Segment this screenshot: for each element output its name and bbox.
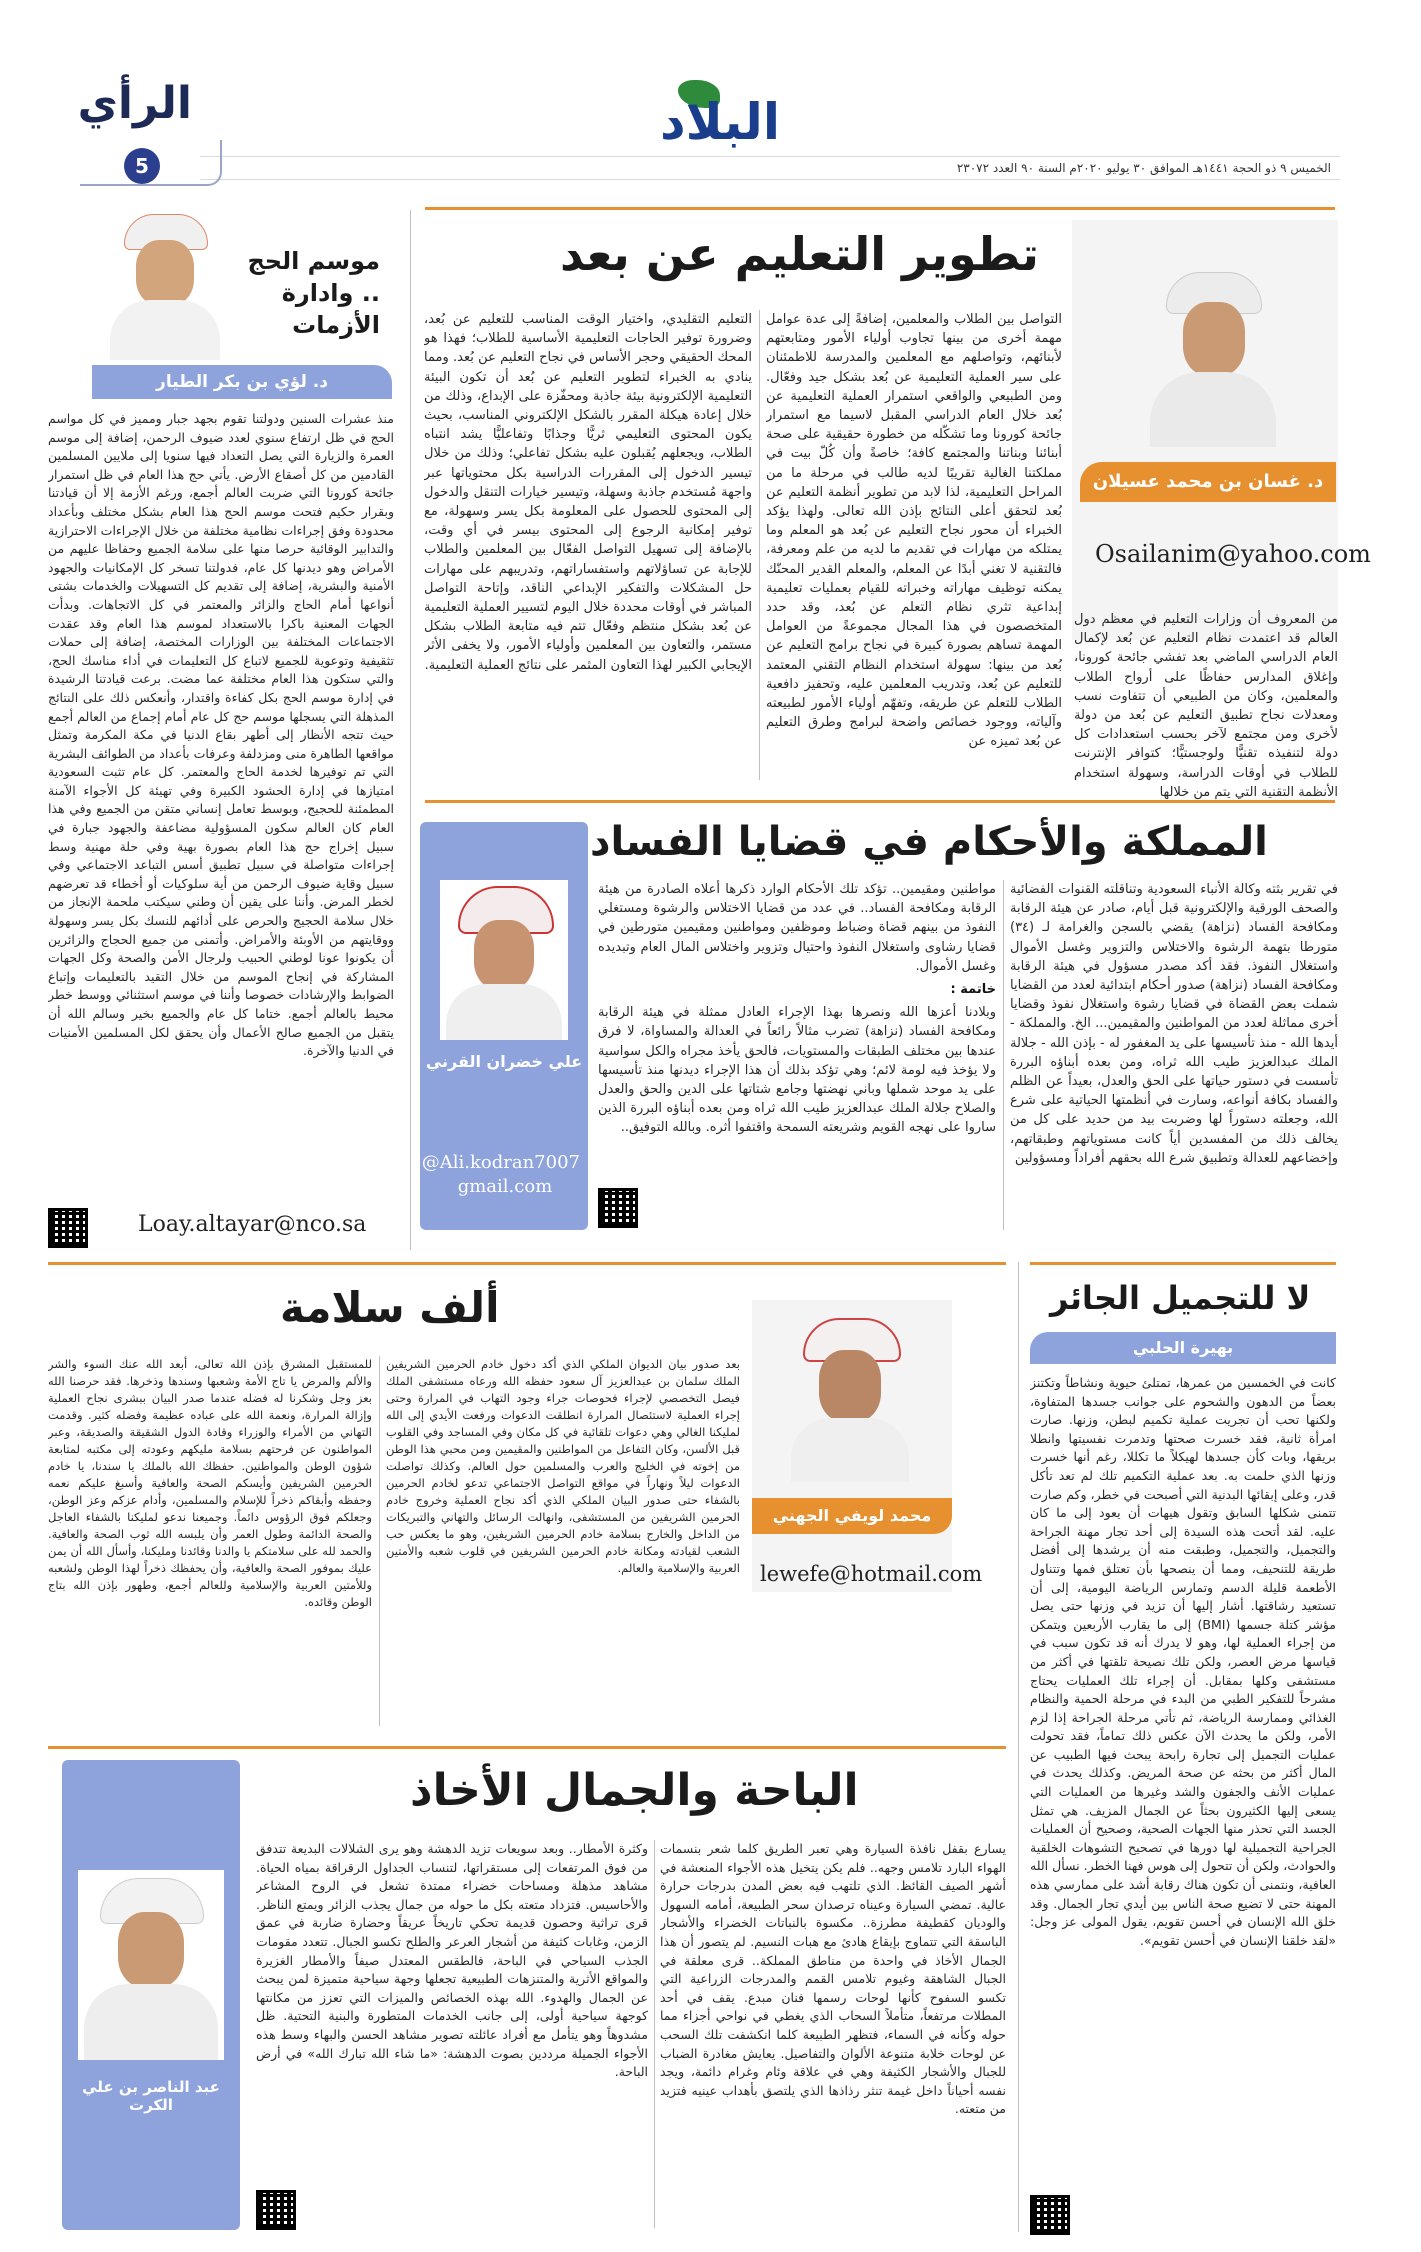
masthead xyxy=(0,0,1421,200)
article3-qr-code xyxy=(598,1188,638,1228)
article1-top-rule xyxy=(425,207,1335,210)
article5-divider xyxy=(379,1356,380,1726)
newspaper-logo xyxy=(660,78,780,154)
article1-title: تطوير التعليم عن بعد xyxy=(560,227,1039,281)
article3-author-name: علي خضران القرني xyxy=(425,1052,583,1071)
article2-author-name: د. لؤي بن بكر الطيار xyxy=(92,365,392,399)
article1-author-name: د. غسان بن محمد عسيلان xyxy=(1080,462,1336,502)
article3-column-2: مواطنين ومقيمين.. تؤكد تلك الأحكام الوارد ذكرها أعلاه الصادرة من هيئة الرقابة ومكافحة الفساد.. في عدد من قضايا الاختلاس والرشوة ومستغلي النفوذ من بينهم قضاة وضباط وموظفين ومواطنين ومقيمين متورطين في قضايا رشاوى واستغلال النفوذ واحتيال وتزوير واختلاس المال العام وتبديده وغسل الأموال. خاتمة : وبلادنا أعزها الله ونصرها بهذا الإجراء العادل ممثلة في هيئة الرقابة ومكافحة الفساد (نزاهة) تضرب مثالاً رائعاً في العدالة والمساواة، لا فرق عندها بين مختلف الطبقات والمستويات، فالحق يأخذ مجراه والكل سواسية ولا يؤخذ فيه لومة لائم؛ وهي تؤكد بذلك أن هذا الإجراء ديدنها منذ تأسيسها على يد موحد شملها وباني نهضتها وجامع شتاتها على الدين والحق والعدل والصلاح جلالة الملك عبدالعزيز طيب الله ثراه ومن بعده أبناؤه البررة الذين ساروا على نهجه القويم وشريعته السمحة واقتفوا أثره. وبالله التوفيق.. xyxy=(598,882,996,1136)
article5-column-1: بعد صدور بيان الديوان الملكي الذي أكد دخول خادم الحرمين الشريفين الملك سلمان بن عبدالعزيز آل سعود حفظه الله ورعاه مستشفى الملك فيصل التخصصي لإجراء فحوصات جراء وجود التهاب في المرارة وحتى إجراء العملية لاستئصال المرارة انطلقت الدعوات ورفعت الأيدي إلى الله لمليكنا الغالي وهي دعوات تلقائية في كل مكان وفي المساجد وفي القلوب قبل الألسن، وكان التفاعل من المواطنين والمقيمين ومن محبي هذا الوطن من إخوته في الخليج والعرب والمسلمين حول العالم. وكذلك تواصلت الدعوات ليلاً ونهاراً في مواقع التواصل الاجتماعي تدعو لخادم الحرمين بالشفاء حتى صدور البيان الملكي الذي أكد نجاح العملية وخروج خادم الحرمين الشريفين من المستشفى، وانهالت الرسائل والتهاني والتبريكات من الداخل والخارج بسلامة خادم الحرمين الشريفين، وهو ما يعكس حب الشعب لقيادته ومكانة خادم الحرمين الشريفين في قلوب شعبه والأمتين العربية والإسلامية والعالم. xyxy=(386,1357,740,1575)
article3-author-email-1[interactable]: Ali.kodran7007@ xyxy=(421,1152,580,1173)
article2-title: موسم الحج .. وادارة الأزمات xyxy=(247,247,380,339)
article6-qr-code xyxy=(256,2190,296,2230)
dateline: الخميس ٩ ذو الحجة ١٤٤١هـ الموافق ٣٠ يوليو ٢٠٢٠م السنة ٩٠ العدد ٢٣٠٧٢ xyxy=(956,161,1331,175)
article5-author-photo xyxy=(785,1312,915,1482)
article3-divider xyxy=(1003,880,1004,1230)
article4-top-rule xyxy=(1030,1262,1336,1265)
section-label: الرأي xyxy=(77,78,192,129)
article3-conclusion-heading: خاتمة : xyxy=(950,982,996,998)
article2-author-photo xyxy=(110,210,220,360)
logo-text: البلاد xyxy=(660,93,780,151)
article3-author-photo xyxy=(440,880,568,1040)
article2-column: منذ عشرات السنين ودولتنا تقوم بجهد جبار ومميز في كل مواسم الحج في ظل ارتفاع سنوي لعدد ضيوف الرحمن، إضافة إلى موسم العمرة والزيارة التي يصل التعداد فيها سنويا إلى ملايين المسلمين القادمين من كل أصقاع الأرض. يأتي حج هذا العام في ظل استمرار جائحة كورونا التي ضربت العالم أجمع، ورغم الأزمة إلا أن قيادتنا وبقرار حكيم فتحت موسم الحج هذا العام بشكل مختلف وبأعداد محدودة وفق إجراءات نظامية مختلفة من خلال الإجراءات الاحترازية والتدابير الوقائية حرصا منها على سلامة الجميع وحفاظا عليهم من الأمراض وهو ديدنها كل عام، فدولتنا تسخر كل الإمكانيات والجهود الأمنية والبشرية، إضافة إلى تقديم كل التسهيلات والخدمات بشتى أنواعها أمام الحاج والزائر والمعتمر في كل الاتجاهات. وبدأت الجهات المعنية باكرا بالاستعداد لموسم هذا العام وقد عقدت الاجتماعات المختلفة بين الوزارات المختصة، إضافة إلى حملات تثقيفية وتوعوية للجميع لاتباع كل التعليمات في أداء مناسك الحج، والتي ستكون هذا العام مختلفة عما مضت. برعت قيادتنا الرشيدة في إدارة موسم الحج بكل كفاءة واقتدار، وأنعكس ذلك على النتائج المذهلة التي يسجلها موسم حج كل عام أمام إجماع من العالم أجمع حيث تتجه الأنظار إلى أطهر بقاع الدنيا في مكة المكرمة وتمثل مواقعها الطاهرة منى ومزدلفة وعرفات بأعداد من الطوائف البشرية التي تم توفيرها لخدمة الحاج والمعتمر. كل عام تثبت السعودية امتيازها في إدارة الحشود الكبيرة وفي تهيئة كل الأجواء الآمنة المطمئنة للحجيج، وبوسط تعامل إنساني متقن من الجميع وفي هذا العام كان العالم سكون المسؤولية مضاعفة والجهود جبارة في سبيل إخراج حج هذا العام بصورة بهية وفي حلة مهنية وسط إجراءات متواصلة في سبيل تطبيق أسس التباعد الاجتماعي وفي سبيل وقاية ضيوف الرحمن من أية سلوكيات أو أخطاء قد تعرضهم لخطر المرض. وأننا على يقين أن وطني سيكتب ملحمة الإنجاز من خلال سلامة الحجيج والحرص على أدائهم للنسك بكل يسر وسهولة ووقايتهم من الأوبئة والأمراض. وأتمنى من جميع الحجاج والزائرين أن يكونوا عونا لوطني الحبيب ولرجال الأمن والصحة وكل الجهات المشاركة في إنجاح الموسم من خلال التقيد بالتعليمات وإتباع الضوابط والإرشادات خصوصا وأننا في موسم استثنائي ووسط خطر محيط بالعالم أجمع. ختاما كل عام والجميع بخير وسالم الله أن يتقبل من الجميع صالح الأعمال وأن يحقق لكل المسلمين الأمنيات في الدنيا والآخرة. xyxy=(48,411,394,1059)
article2-author-email[interactable]: Loay.altayar@nco.sa xyxy=(138,1212,367,1237)
article2-divider xyxy=(410,210,411,1250)
page-number-badge: 5 xyxy=(124,148,160,184)
article1-author-photo xyxy=(1138,262,1288,447)
article1-column-1: من المعروف أن وزارات التعليم في معظم دول العالم قد اعتمدت نظام التعليم عن بُعد لإكمال العام الدراسي الماضي بعد تفشي جائحة كورونا، وإغلاق المدارس حفاظًا على أرواح الطلاب والمعلمين، وكان من الطبيعي أن تتفاوت نسب ومعدلات نجاح تطبيق التعليم عن بُعد من دولة لأخرى ومن مجتمع لآخر بحسب استعدادات كل دولة لتنفيذه تقنيًّا ولوجستيًّا؛ كتوافر الإنترنت للطلاب في أوقات الدراسة، وسهولة استخدام الأنظمة التقنية التي يتم من خلالها xyxy=(1074,612,1338,800)
article5-author-email[interactable]: lewefe@hotmail.com xyxy=(760,1562,983,1586)
article4-column: كانت في الخمسين من عمرها، تمتلئ حيوية ونشاطاً وتكتنز بعضاً من الدهون والشحوم على جوانب جسدها المتفاوة، ولكنها تحب أن تجريت عملية تكميم لبطن، وزنها. صارت امرأة ثانية، فقد خسرت صحتها وتدمرت نفسيتها وانطلا بريقها، وبات كأن جسدها لهيكلاً ما تكللا، رغم أنها خسرت وزنها الذي حلمت به. بعد عملية التكميم تلك لم تعد تأكل قدر، وعلى إبقائها البدنية التي أصبحت في خطر، وكم صارت تتمنى شكلها السابق وتقول هيهات أن يعود إلى ما كان عليه. لقد أتحت هذه السيدة إلى أحد تجار مهنة الجراحة والتجميل، والتجميل، وطبقت منه أن يرشدها إلى أفضل طريقة للتنحيف، ومما أن ينصحها بأن تعتلق فمها وتتناول الأطعمة قليلة الدسم وتمارس الرياضة اليومية، إلى أن تستعيد رشاقتها. أشار إليها أن تزيد في وزنها حتى يصل مؤشر كتلة جسمها (BMI) إلى ما يقارب الأربعين ويتمكن من إجراء العملية لها، وهو لا يدرك أنه قد تكون سبب في قياسها مرض العصر، ولكن تلك نصيحة تلقتها في أكثر من مستشفى وكلها بمقابل. أن إجراء تلك العمليات يحتاج مشرحاً للتفكير الطبي من البدء في مرحلة الحمية والنظام الغذائي وممارسة الرياضة، ثم تأتي مرحلة الجراحة إذا لزم الأمر، ولكن ما يحدث الآن عكس ذلك تماماً، فقد تحولت عمليات التجميل إلى تجارة رابحة يبحث فيها الطبيب عن المال أكثر من بحثه عن صحة المريض. وكذلك يحدث في عمليات الأنف والجفون والشد وغيرها من العمليات التي يسعى إليها الكثيرون بحثاً عن الجمال المزيف. هي تمثل الجسد التي تحذر منها الجهات الصحية، وصحيح أن العمليات الجراحية التجميلية لها دورها في تصحيح التشوهات الخلقية والحوادث، ولكن أن تتحول إلى هوس فهنا الخطر. نسأل الله العافية، ونتمنى أن تكون هناك رقابة أشد على ممارسي هذه المهنة حتى لا تضيع صحة الناس بين أيدي تجار الجمال. وقد خلق الله الإنسان في أحسن تقويم، يقول المولى عز وجل: «لقد خلقنا الإنسان في أحسن تقويم». xyxy=(1030,1375,1336,1948)
article5-author-name: محمد لويفي الجهني xyxy=(752,1498,952,1534)
article6-divider xyxy=(654,1840,655,2228)
article6-top-rule xyxy=(48,1746,1006,1749)
article6-column-1: يسارع بقفل نافذة السيارة وهي تعبر الطريق كلما شعر بنسمات الهواء البارد تلامس وجهه.. فلم يكن يتخيل هذه الأجواء المنعشة في أشهر الصيف القائظ. الذي تلتهب فيه بعض المدن بدرجات حرارة عالية. تمضي السيارة وعيناه ترصدان سحر الطبيعة، أمامه السهول والوديان كقطيفة مطرزة.. مكسوة بالنباتات الخضراء والأشجار الباسقة التي تتماوج بإيقاع هادئ مع هبات النسيم. لم يتصور أن هذا الجمال الأخاذ في واحدة من مناطق المملكة.. قرى معلقة في الجبال الشاهقة وغيوم تلامس القمم والمدرجات الزراعية التي تكسو السفوح كأنها لوحات رسمها فنان مبدع. يقف في أحد المطلات مرتفعاً، متأملاً السحاب الذي يغطي في نواحي أجزاء مما حوله وكأنه في السماء، فتظهر الطبيعة كلما انكشفت تلك السحب عن لوحات خلابة متنوعة الألوان والتفاصيل. يعايش مغادرة الضباب للجبال والأشجار الكثيفة وهي في علاقة وئام وغرام دائمة، ويجد نفسه أحياناً داخل غيمة تنثر رذاذها الذي يلتصق بأهداب عينيه فتزيد من متعته. xyxy=(660,1841,1006,2117)
article6-author-photo xyxy=(78,1870,224,2060)
article5-top-rule xyxy=(48,1262,1006,1265)
article1-divider xyxy=(759,310,760,780)
article1-column-3: التعليم التقليدي، واختيار الوقت المناسب للتعليم عن بُعد، وضرورة توفير الحاجات التعليمية الأساسية للطلاب؛ فهذا هو المحك الحقيقي وحجر الأساس في نجاح التعليم عن بُعد. ومما ينادي به الخبراء لتطوير التعليم عن بُعد أن تكون البيئة التعليمية الإلكترونية بيئة جاذبة ومحفّزة على الإبداع، وذلك من خلال إعادة هيكلة المقرر بالشكل الإلكتروني المناسب، بحيث يكون المحتوى التعليمي ثريًّا وجذابًا وتفاعليًّا يشد انتباه الطلاب، ويجعلهم يُقبلون عليه بشكل تفاعلي؛ وذلك من خلال تيسير الدخول إلى المقررات الدراسية بكل محتوياتها عبر واجهة مُستخدم جاذبة وسهلة، وتيسير خيارات التنقل والدخول إلى المحتوى للحصول على المعلومة بكل يسر وسهولة، مع توفير إمكانية الرجوع إلى المحتوى بيسر في أي وقت، بالإضافة إلى تسهيل التواصل الفعّال بين المعلمين والطلاب للإجابة عن تساؤلاتهم واستفساراتهم، وتدريبهم على مهارات حل المشكلات والتفكير الإبداعي الناقد، وإتاحة التواصل المباشر في أوقات محددة خلال اليوم لتسيير العملية التعليمية عن بُعد بشكل منتظم وفعّال تتم فيه متابعة الطلاب بشكل مستمر، والتعاون بين المعلمين وأولياء الأمور، ولا يخفى الأثر الإيجابي الكبير لهذا التعاون المثمر على نتائج العملية التعليمية. xyxy=(424,312,752,673)
article5-column-2: للمستقبل المشرق بإذن الله تعالى، أبعد الله عنك السوء والشر والألم والمرض يا تاج الأمة وشعبها وسندها وذخرها. فقد حرصنا الله بعز وجل وشكرنا له فضله عندما صدر البيان ببشرى نجاح العملية وإزالة المرارة، ونعمة الله على عباده عظيمة وفضله كثير. وقدمت التهاني من الأمراء والوزراء وقادة الدول الشقيقة والصديقة، وعبر المواطنون عن فرحتهم بسلامة مليكهم وعودته إلى مكتبه لمتابعة شؤون الوطن والمواطنين. حفظك الله بالملك يا سندنا، يا خادم الحرمين الشريفين وأيسكم الصحة والعافية وأسبغ عليكم نعمه وحفظه وأبقاكم ذخراً للإسلام والمسلمين، وأدام عزكم وعز الوطن، وجعلكم فوق الرؤوس دائماً. وجميعنا ندعو لمليكنا بالشفاء العاجل والصحة الدائمة وطول العمر وأن يلبسه الله ثوب الصحة والعافية. والحمد لله على سلامتكم يا والدنا وقائدنا ومليكنا، وأسأل الله أن يمن عليك بموفور الصحة والعافية، وأن يحفظك ذخراً لهذا الوطن ولشعبه وللأمتين العربية والإسلامية وللعالم أجمع، وطهور بإذن الله بتاج الوطن وقائده. xyxy=(48,1357,372,1609)
article6-column-2: وكثرة الأمطار.. وبعد سويعات تزيد الدهشة وهو يرى الشلالات البديعة تتدفق من فوق المرتفعات إلى مستقراتها، لتنساب الجداول الرقراقة بمياه الحياة. مشاهد مذهلة ومساحات خضراء ممتدة تشعل في الروح المشاعر والأحاسيس. فتزداد متعته بكل ما حوله من جمال يجذب الزائر ويمتع الناظر. قرى تراثية وحصون قديمة تحكي تاريخاً عريقاً وحضارة ضاربة في عمق الزمن، وغابات كثيفة من أشجار العرعر والطلح تكسو الجبال. تتعدد مقومات الجذب السياحي في الباحة، فالطقس المعتدل صيفاً والأمطار الغزيرة والمواقع الأثرية والمتنزهات الطبيعية تجعلها وجهة سياحية متميزة لمن يبحث عن الجمال والهدوء. الله بهذه الخصائص والميزات التي تعزز من مكانتها كوجهة سياحية أولى، إلى جانب الخدمات المتطورة والبنية التحتية. ظل مشدوهاً وهو يتأمل مع أفراد عائلته تصوير مشاهد الحسن والبهاء وسط هذه الأجواء الجميلة مرددين بصوت الدهشة: «ما شاء الله تبارك الله» في أرض الباحة. xyxy=(256,1841,648,2080)
article6-author-name: عبد الناصر بن علي الكرت xyxy=(82,2078,220,2114)
article4-title: لا للتجميل الجائر xyxy=(1050,1279,1311,1317)
article1-author-email[interactable]: Osailanim@yahoo.com xyxy=(1095,540,1371,568)
article3-author-email-2[interactable]: gmail.com xyxy=(457,1176,553,1197)
article4-qr-code xyxy=(1030,2195,1070,2235)
section-frame xyxy=(80,140,222,186)
article5-title: ألف سلامة xyxy=(280,1283,500,1332)
article3-column-1: في تقرير بثته وكالة الأنباء السعودية وتناقلته القنوات الفضائية والصحف الورقية والإلكترونية قبل أيام، صادر عن هيئة الرقابة ومكافحة الفساد (نزاهة) يقضي بالسجن والغرامة لـ (٣٤) متورطا بتهمة الرشوة والاختلاس والتزوير وغسل الأموال واستغلال النفوذ. فقد أكد مصدر مسؤول في هيئة الرقابة ومكافحة الفساد (نزاهة) صدور أحكام ابتدائية لعدد من القضايا شملت بعض القضاة في قضايا رشوة واستغلال نفوذ وقضايا أخرى مماثلة لعدد من المواطنين والمقيمين... الخ. والمملكة - أيدها الله - منذ تأسيسها على يد المغفور له - بإذن الله - جلالة الملك عبدالعزيز طيب الله ثراه، ومن بعده أبناؤه البررة تأسست في دستور حياتها على الحق والعدل، بعيداً عن الظلم والفساد بكافة أنواعه، وسارت في أنظمتها الحياتية على شرع الله، وجعلته دستوراً لها وضربت بيد من حديد على كل من يخالف ذلك من المفسدين أياً كانت مستوياتهم وطبقاتهم، وإخضاعهم للعدالة وتطبيق شرع الله بحقهم أفراداً ومسؤولين xyxy=(1010,882,1338,1166)
article4-divider xyxy=(1018,1262,1019,2232)
article4-author-name: بهيرة الحلبي xyxy=(1030,1332,1336,1364)
article3-title: المملكة والأحكام في قضايا الفساد xyxy=(590,819,1268,865)
article6-title: الباحة والجمال الأخاذ xyxy=(410,1765,859,1816)
article1-column-2: التواصل بين الطلاب والمعلمين، إضافةً إلى عدة عوامل مهمة أخرى من بينها تجاوب أولياء الأمور ومتابعتهم لأبنائهم، وتواصلهم مع المعلمين والمدرسة للاطمئنان على سير العملية التعليمية عن بُعد بشكل جيد وفعّال. ومن الطبيعي والواقعي استمرار العملية التعليمية عن بُعد خلال العام الدراسي المقبل لاسيما مع استمرار جائحة كورونا وما تشكّله من خطورة حقيقية على صحة أبنائنا وبناتنا والمجتمع كافة؛ خاصةً وأن كُلّ بيت في مملكتنا الغالية تقريبًا لديه طالب في مرحلة ما من المراحل التعليمية، لذا لابد من تطوير أنظمة التعليم عن بُعد لتحقق أعلى النتائج بإذن الله تعالى. ولهذا يؤكد الخبراء أن محور نجاح التعليم عن بُعد هو المعلم وما يمتلكه من مهارات في تقديم ما لديه من علم ومعرفة، فالتقنية لا تغني أبدًا عن المعلم، والمعلم القدير المحنّك يمكنه توظيف مهاراته وخبراته للقيام بعمليات تعليمية إبداعية تثري نظام التعلم عن بُعد، وقد حدد المتخصصون في هذا المجال مجموعةً من العوامل المهمة تساهم بصورة كبيرة في نجاح برامج التعليم عن بُعد من بينها: سهولة استخدام النظام التقني المعتمد للتعليم عن بُعد، وتدريب المعلمين عليه، وتحفيز دافعية الطلاب للتعلم عن طريقه، وتفهّم أولياء الأمور لطبيعته وآلياته، ووجود خصائص واضحة لبرامج وطرق التعليم عن بُعد تميزه عن xyxy=(766,312,1062,750)
article3-top-rule xyxy=(425,800,1335,803)
article2-qr-code xyxy=(48,1208,88,1248)
